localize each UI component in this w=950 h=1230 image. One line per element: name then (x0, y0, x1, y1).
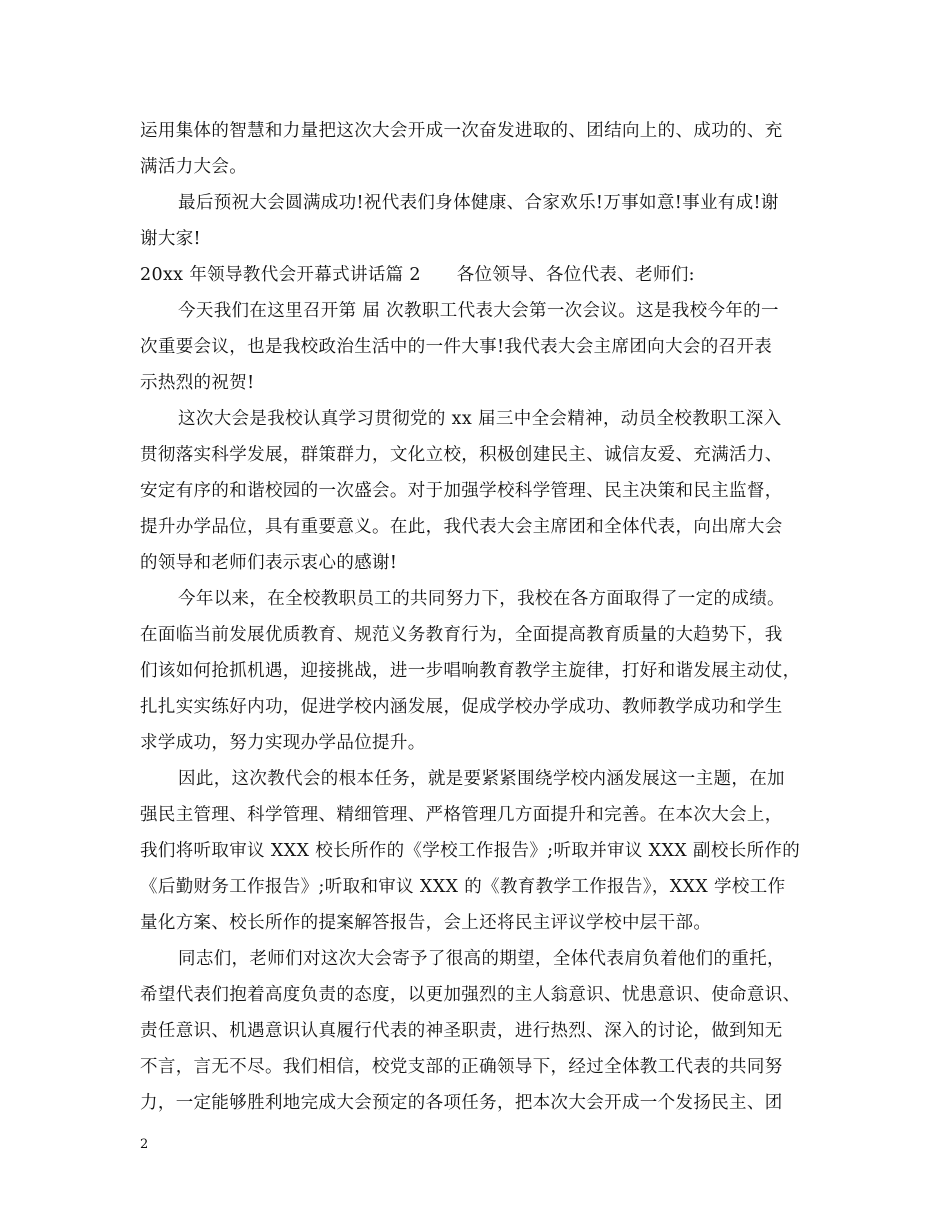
text-line: 求学成功，努力实现办学品位提升。 (140, 733, 426, 753)
text-line: 扎扎实实练好内功，促进学校内涵发展，促成学校办学成功、教师教学成功和学生 (140, 697, 783, 717)
text-line: 贯彻落实科学发展，群策群力，文化立校，积极创建民主、诚信友爱、充满活力、 (140, 445, 783, 465)
page-number: 2 (140, 1137, 149, 1152)
body-text (140, 113, 830, 1121)
text-line: 《后勤财务工作报告》;听取和审议 XXX 的《教育教学工作报告》，XXX 学校工作 (140, 877, 786, 897)
text-line: 的领导和老师们表示衷心的感谢! (140, 553, 398, 573)
text-line: 希望代表们抱着高度负责的态度，以更加强烈的主人翁意识、忧患意识、使命意识、 (140, 985, 801, 1005)
text-line: 不言，言无不尽。我们相信，校党支部的正确领导下，经过全体教工代表的共同努 (140, 1057, 783, 1077)
text-line: 因此，这次教代会的根本任务，就是要紧紧围绕学校内涵发展这一主题，在加 (178, 769, 785, 789)
text-line: 满活力大会。 (140, 157, 248, 177)
text-line: 力，一定能够胜利地完成大会预定的各项任务，把本次大会开成一个发扬民主、团 (140, 1093, 783, 1113)
text-line: 今年以来，在全校教职员工的共同努力下，我校在各方面取得了一定的成绩。 (178, 589, 785, 609)
text-line: 最后预祝大会圆满成功!祝代表们身体健康、合家欢乐!万事如意!事业有成!谢 (178, 193, 779, 213)
text-line: 今天我们在这里召开第 届 次教职工代表大会第一次会议。这是我校今年的一 (178, 301, 779, 321)
text-line: 责任意识、机遇意识认真履行代表的神圣职责，进行热烈、深入的讨论，做到知无 (140, 1021, 783, 1041)
text-line: 次重要会议，也是我校政治生活中的一件大事!我代表大会主席团向大会的召开表 (140, 337, 773, 357)
text-line: 运用集体的智慧和力量把这次大会开成一次奋发进取的、团结向上的、成功的、充 (140, 121, 783, 141)
text-line: 示热烈的祝贺! (140, 373, 255, 393)
text-line: 在面临当前发展优质教育、规范义务教育行为，全面提高教育质量的大趋势下，我 (140, 625, 783, 645)
text-line: 这次大会是我校认真学习贯彻党的 xx 届三中全会精神，动员全校教职工深入 (178, 409, 782, 429)
text-line: 量化方案、校长所作的提案解答报告，会上还将民主评议学校中层干部。 (140, 913, 712, 933)
text-line: 们该如何抢抓机遇，迎接挑战，进一步唱响教育教学主旋律，打好和谐发展主动仗， (140, 661, 801, 681)
text-line: 同志们，老师们对这次大会寄予了很高的期望，全体代表肩负着他们的重托， (178, 949, 785, 969)
text-line: 我们将听取审议 XXX 校长所作的《学校工作报告》;听取并审议 XXX 副校长所作的 (140, 841, 801, 861)
text-line: 提升办学品位，具有重要意义。在此，我代表大会主席团和全体代表，向出席大会 (140, 517, 783, 537)
text-line: 谢大家! (140, 229, 201, 249)
section-heading: 20xx 年领导教代会开幕式讲话篇 2 各位领导、各位代表、老师们: (140, 265, 695, 285)
text-line: 安定有序的和谐校园的一次盛会。对于加强学校科学管理、民主决策和民主监督， (140, 481, 783, 501)
text-line: 强民主管理、科学管理、精细管理、严格管理几方面提升和完善。在本次大会上， (140, 805, 783, 825)
